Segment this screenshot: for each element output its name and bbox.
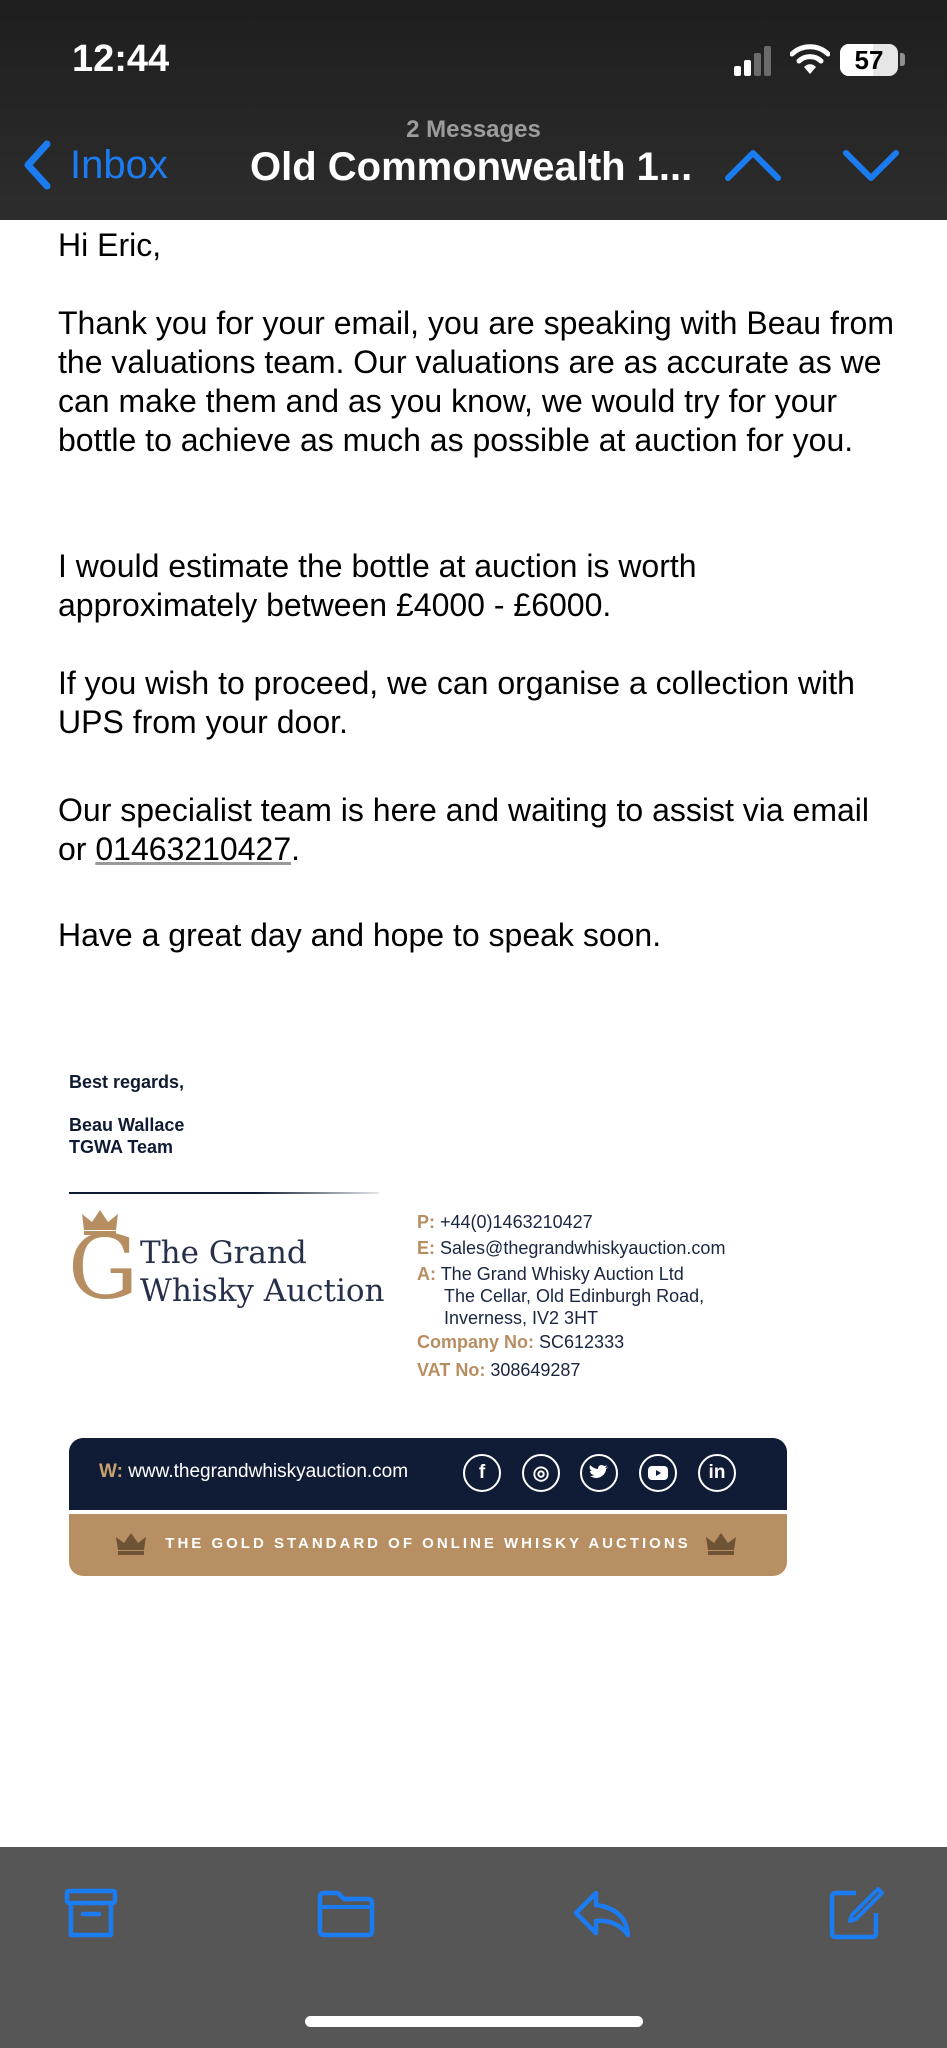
- contact-vat-number: [417, 1359, 580, 1381]
- mail-header: [0, 0, 947, 220]
- back-to-inbox-button[interactable]: [22, 140, 168, 190]
- email-value[interactable]: Sales@thegrandwhiskyauction.com: [440, 1238, 726, 1258]
- archive-icon[interactable]: [61, 1885, 121, 1941]
- youtube-play-glyph: [648, 1466, 668, 1480]
- back-label: Inbox: [70, 142, 168, 187]
- twitter-bird-glyph: [589, 1464, 609, 1482]
- website-line: [99, 1461, 408, 1483]
- instagram-icon[interactable]: ◎: [522, 1454, 560, 1492]
- tagline-text: THE GOLD STANDARD OF ONLINE WHISKY AUCTIONS: [165, 1535, 691, 1552]
- home-indicator[interactable]: [305, 2016, 643, 2027]
- crown-icon: [705, 1532, 737, 1556]
- email-greeting: Hi Eric,: [58, 227, 162, 263]
- email-paragraph-3: If you wish to proceed, we can organise a collection with UPS from your door.: [58, 665, 855, 740]
- address-line-1: The Grand Whisky Auction Ltd: [440, 1264, 684, 1284]
- website-link[interactable]: www.thegrandwhiskyauction.com: [128, 1461, 409, 1482]
- tagline-banner: [69, 1514, 787, 1576]
- logo-line-1: The Grand: [140, 1235, 307, 1271]
- reply-icon[interactable]: [572, 1885, 632, 1941]
- wifi-icon: [790, 42, 830, 76]
- contact-address: [417, 1263, 704, 1329]
- paragraph-4-end: .: [291, 831, 300, 867]
- battery-level: 57: [854, 44, 884, 75]
- website-key: W:: [99, 1461, 123, 1482]
- logo-wordmark: [140, 1234, 385, 1310]
- compose-icon[interactable]: [826, 1885, 886, 1941]
- contact-company-number: [417, 1331, 624, 1353]
- contact-email: [417, 1237, 725, 1259]
- youtube-icon[interactable]: [639, 1454, 677, 1492]
- phone-value[interactable]: +44(0)1463210427: [440, 1212, 593, 1232]
- vat-key: VAT No:: [417, 1360, 486, 1380]
- email-key: E:: [417, 1238, 435, 1258]
- signature-divider: [69, 1192, 379, 1194]
- email-subject: Old Commonwealth 1...: [250, 145, 693, 189]
- phone-key: P:: [417, 1212, 435, 1232]
- chevron-left-icon: [22, 140, 52, 190]
- cellular-signal-icon: [734, 44, 774, 76]
- message-count: 2 Messages: [406, 116, 541, 143]
- address-line-2: The Cellar, Old Edinburgh Road,: [444, 1286, 705, 1306]
- email-paragraph-4: [58, 791, 898, 869]
- paragraph-4-text: Our specialist team is here and waiting to assist via email or: [58, 792, 870, 867]
- email-paragraph-2: I would estimate the bottle at auction is worth approximately between £4000 - £6000.: [58, 548, 697, 623]
- email-paragraph-5: Have a great day and hope to speak soon.: [58, 917, 662, 953]
- status-time: 12:44: [72, 38, 170, 80]
- next-message-down-icon[interactable]: [842, 140, 900, 190]
- folder-icon[interactable]: [316, 1885, 376, 1941]
- battery-nub: [900, 53, 905, 66]
- company-key: Company No:: [417, 1332, 534, 1352]
- company-value: SC612333: [539, 1332, 625, 1352]
- linkedin-icon[interactable]: in: [698, 1454, 736, 1492]
- email-paragraph-1: Thank you for your email, you are speaking with Beau from the valuations team. Our valuations are as accurate as we can make them and as you know, we would try for your bottle to achieve as much as possible at auction for you.: [58, 305, 894, 458]
- contact-phone: [417, 1211, 593, 1233]
- signature-banner: [69, 1438, 787, 1510]
- logo-letter: G: [68, 1216, 139, 1319]
- twitter-icon[interactable]: [580, 1454, 618, 1492]
- phone-number-link[interactable]: 01463210427: [95, 831, 292, 867]
- address-line-3: Inverness, IV2 3HT: [444, 1308, 599, 1328]
- logo-line-2: Whisky Auction: [140, 1273, 385, 1309]
- bottom-toolbar: [0, 1847, 947, 2048]
- signature-team: TGWA Team: [69, 1137, 174, 1157]
- address-key: A:: [417, 1264, 436, 1284]
- facebook-icon[interactable]: f: [463, 1454, 501, 1492]
- battery-icon: [840, 44, 898, 76]
- signature-name: Beau Wallace: [69, 1115, 185, 1135]
- vat-value: 308649287: [490, 1360, 581, 1380]
- signature-closing: Best regards,: [69, 1072, 185, 1092]
- previous-message-up-icon[interactable]: [724, 140, 782, 190]
